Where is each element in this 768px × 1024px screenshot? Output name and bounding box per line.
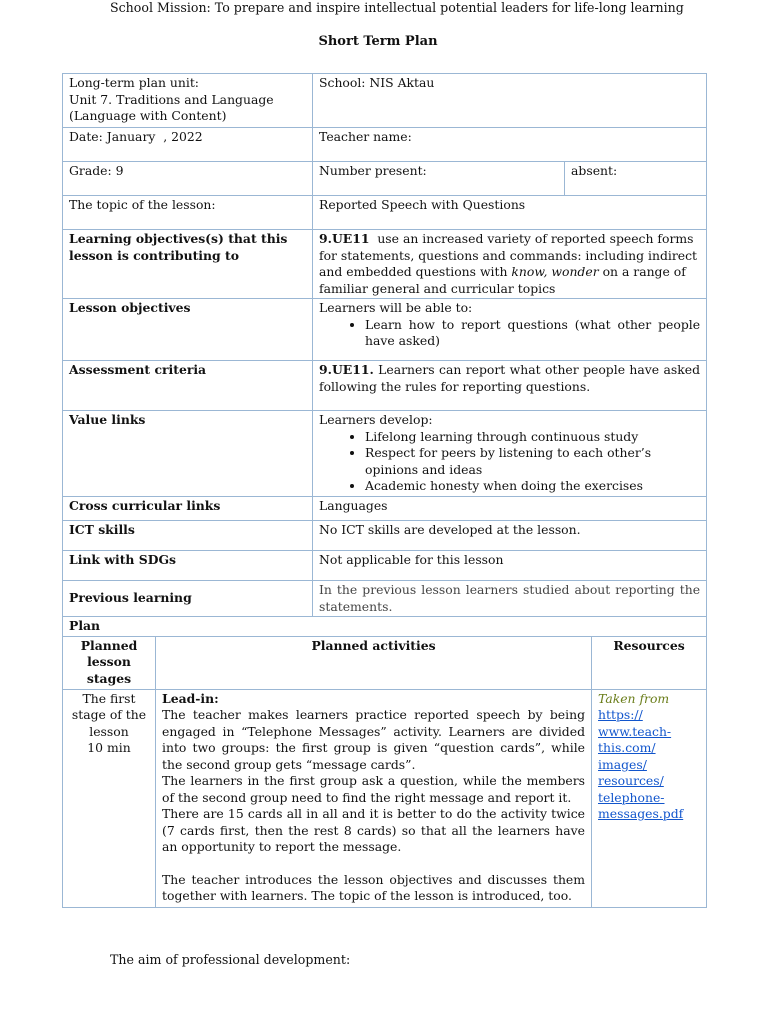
activity-paragraph: The learners in the first group ask a question, while the members of the second group need to find the right message and report it.: [162, 773, 586, 805]
activities-cell: [156, 689, 592, 907]
topic-value: Reported Speech with Questions: [313, 196, 707, 230]
header-planned-lesson-stages: Planned lesson stages: [63, 636, 156, 689]
value-link-item: • Respect for peers by listening to each other’s opinions and ideas: [365, 445, 700, 478]
lesson-objectives-label: Lesson objectives: [63, 299, 313, 361]
resources-cell: [592, 689, 707, 907]
topic-label: The topic of the lesson:: [63, 196, 313, 230]
learning-objectives-label: Learning objectives(s) that this lesson is contributing to: [63, 230, 313, 299]
lesson-objective-item: • Learn how to report questions (what other people have asked): [365, 317, 700, 350]
teacher-cell: Teacher name:: [313, 128, 707, 162]
document-title: Short Term Plan: [318, 34, 438, 49]
value-links-intro: Learners develop:: [319, 412, 433, 427]
ict-label: ICT skills: [63, 521, 313, 551]
previous-learning-value: In the previous lesson learners studied about reporting the statements.: [313, 581, 707, 617]
row-assessment: [63, 361, 707, 411]
row-unit: [63, 74, 707, 128]
unit-line2: (Language with Content): [69, 108, 227, 123]
activity-paragraph: The teacher makes learners practice reported speech by being engaged in “Telephone Messages” activity. Learners are divided into two groups: the first group is given “question cards”, while the second group gets “message cards”.: [162, 707, 586, 772]
objective-text-before: use an increased variety of reported speech forms for statements, questions and commands: including indirect and embedded questions with: [319, 231, 701, 279]
cross-curricular-label: Cross curricular links: [63, 497, 313, 521]
value-links-value: [313, 411, 707, 497]
unit-line1: Unit 7. Traditions and Language: [69, 91, 274, 107]
resource-link[interactable]: [598, 707, 700, 823]
unit-cell: [63, 74, 313, 128]
activity-paragraph: The teacher introduces the lesson objectives and discusses them together with learners. The topic of the lesson is introduced, too.: [162, 871, 586, 903]
unit-label: Long-term plan unit:: [69, 75, 199, 90]
stage-name: The first stage of the lesson: [71, 690, 147, 739]
objective-text-italic: know, wonder: [511, 264, 599, 279]
lesson-objectives-list: [319, 317, 700, 350]
lesson-objectives-value: [313, 299, 707, 361]
number-present-cell: Number present:: [313, 162, 565, 196]
row-cross-curricular: [63, 497, 707, 521]
stage-cell: [63, 689, 156, 907]
resource-link-line: images/: [598, 756, 647, 772]
learning-objectives-value: [313, 230, 707, 299]
resource-link-line: www.teach-: [598, 723, 672, 739]
resource-link-line: this.com/: [598, 740, 656, 755]
resource-link-line: telephone-: [598, 789, 665, 805]
school-mission: School Mission: To prepare and inspire intellectual potential leaders for life-long learning: [110, 0, 684, 15]
row-plan-headers: [63, 636, 707, 689]
assessment-value: [313, 361, 707, 411]
header-planned-activities: Planned activities: [156, 636, 592, 689]
resource-link-line: https://: [598, 707, 643, 722]
resource-link-line: messages.pdf: [598, 806, 684, 821]
row-date: [63, 128, 707, 162]
value-links-label: Value links: [63, 411, 313, 497]
grade-cell: Grade: 9: [63, 162, 313, 196]
value-links-list: [319, 429, 700, 495]
previous-learning-label: Previous learning: [63, 581, 313, 617]
resource-taken-from: Taken from: [598, 690, 670, 706]
objective-text-after: on a range of familiar general and curricular topics: [319, 264, 686, 296]
stage-duration: 10 min: [87, 740, 131, 755]
row-lesson-objectives: [63, 299, 707, 361]
row-learning-objectives: [63, 230, 707, 299]
paragraph-gap: [162, 856, 585, 872]
assessment-label: Assessment criteria: [63, 361, 313, 411]
cross-curricular-value: Languages: [313, 497, 707, 521]
row-grade: [63, 162, 707, 196]
value-link-item: • Academic honesty when doing the exercises: [365, 478, 700, 495]
date-cell: Date: January , 2022: [63, 128, 313, 162]
absent-cell: absent:: [565, 162, 707, 196]
activity-title: Lead-in:: [162, 690, 219, 706]
assessment-text: Learners can report what other people have asked following the rules for reporting questions.: [319, 362, 701, 394]
school-cell: School: NIS Aktau: [313, 74, 707, 128]
row-sdgs: [63, 551, 707, 581]
professional-development-aim: The aim of professional development:: [110, 952, 351, 967]
sdgs-label: Link with SDGs: [63, 551, 313, 581]
short-term-plan-table: [62, 73, 707, 908]
sdgs-value: Not applicable for this lesson: [313, 551, 707, 581]
assessment-code: 9.UE11.: [319, 362, 374, 377]
objective-code: 9.UE11: [319, 231, 370, 246]
row-value-links: [63, 411, 707, 497]
row-previous-learning: [63, 581, 707, 617]
ict-value: No ICT skills are developed at the lesson.: [313, 521, 707, 551]
row-first-stage: [63, 689, 707, 907]
resource-link-line: resources/: [598, 773, 664, 788]
value-link-item: • Lifelong learning through continuous study: [365, 429, 700, 446]
row-plan: [63, 617, 707, 637]
row-topic: [63, 196, 707, 230]
lesson-objectives-intro: Learners will be able to:: [319, 300, 473, 315]
plan-label: Plan: [63, 617, 707, 637]
header-resources: Resources: [592, 636, 707, 689]
activity-paragraph: There are 15 cards all in all and it is better to do the activity twice (7 cards first, then the rest 8 cards) so that all the learners have an opportunity to report the message.: [162, 806, 586, 854]
row-ict: [63, 521, 707, 551]
